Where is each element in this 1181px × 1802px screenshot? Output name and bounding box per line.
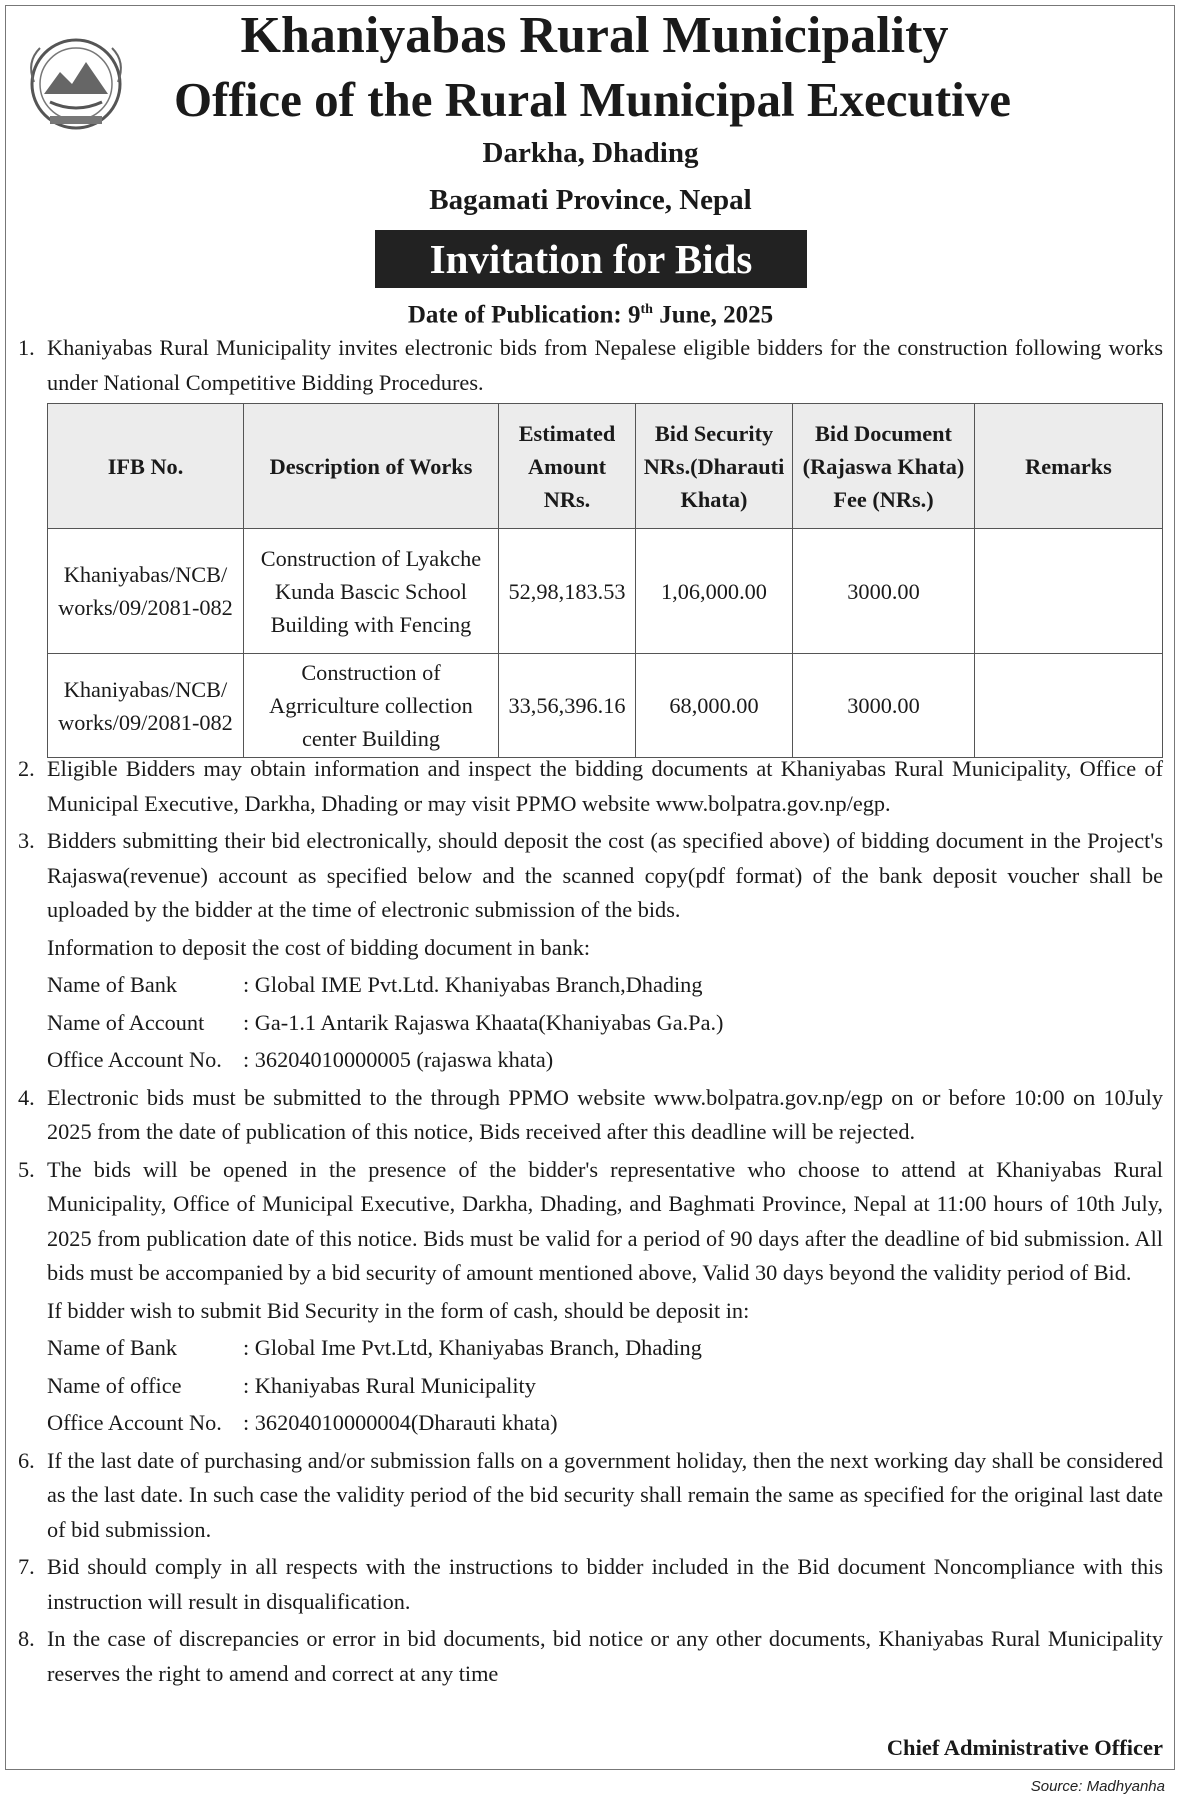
table-cell: 3000.00 — [793, 529, 975, 654]
table-cell — [975, 654, 1163, 758]
office-account-row: Office Account No. : 36204010000005 (rajaswa khata) — [47, 1047, 554, 1072]
deposit-info-heading: Information to deposit the cost of bidding document in bank: — [47, 934, 591, 960]
bank-row: Name of Bank : Global IME Pvt.Ltd. Khaniyabas Branch,Dhading — [47, 972, 703, 997]
account-row: Name of Account : Ga-1.1 Antarik Rajaswa Khaata(Khaniyabas Ga.Pa.) — [47, 1009, 724, 1035]
column-header: Remarks — [975, 404, 1163, 529]
table-cell: 33,56,396.16 — [499, 654, 636, 758]
table-row — [48, 529, 1163, 654]
table-cell: Khaniyabas/NCB/ works/09/2081-082 — [48, 529, 244, 654]
office-account-row: Office Account No. : 36204010000004(Dharauti khata) — [47, 1410, 558, 1435]
source-credit: Source: Madhyanha — [1030, 1778, 1165, 1795]
table-cell: 52,98,183.53 — [499, 529, 636, 654]
table-cell: 3000.00 — [793, 654, 975, 758]
column-header: Bid Security NRs.(Dharauti Khata) — [636, 404, 793, 529]
column-header: Bid Document (Rajaswa Khata) Fee (NRs.) — [793, 404, 975, 529]
table-cell: Khaniyabas/NCB/ works/09/2081-082 — [48, 654, 244, 758]
office-title: Office of the Rural Municipal Executive — [174, 72, 1011, 127]
clause-7: 7. Bid should comply in all respects with the instructions to bidder included in the Bid document Noncompliance with this instruction will result in disqualification. — [18, 1554, 1163, 1614]
column-header: Description of Works — [244, 404, 499, 529]
table-cell — [975, 529, 1163, 654]
works-table — [47, 403, 1163, 758]
table-header-row — [48, 404, 1163, 529]
column-header: IFB No. — [48, 404, 244, 529]
cash-deposit-heading: If bidder wish to submit Bid Security in the form of cash, should be deposit in: — [47, 1297, 750, 1323]
notice-banner: Invitation for Bids — [375, 230, 807, 288]
publication-date: Date of Publication: 9th June, 2025 — [407, 301, 774, 329]
column-header: Estimated Amount NRs. — [499, 404, 636, 529]
table-cell: 68,000.00 — [636, 654, 793, 758]
table-row — [48, 654, 1163, 758]
address-line-1: Darkha, Dhading — [482, 137, 699, 169]
clause-5: 5. The bids will be opened in the presence of the bidder's representative who choose to attend at Khaniyabas Rural Municipality, Office of Municipal Executive, Darkha, Dhading, and Baghmati Province, Nepal at 11:00 hours of 10th July, 2025 from publication date of this notice. Bids must be valid for a period of 90 days after the deadline of bid submission. All bids must be accompanied by a bid security of amount mentioned above, Valid 30 days beyond the validity period of Bid. — [18, 1156, 1163, 1285]
clause-1: 1. Khaniyabas Rural Municipality invites electronic bids from Nepalese eligible bidders for the construction following works under National Competitive Bidding Procedures. — [18, 335, 1163, 395]
address-line-2: Bagamati Province, Nepal — [429, 184, 752, 216]
clause-3: 3. Bidders submitting their bid electronically, should deposit the cost (as specified above) of bidding document in the Project's Rajaswa(revenue) account as specified below and the scanned copy(pdf format) of the bank deposit voucher shall be uploaded by the bidder at the time of electronic submission of the bids. — [18, 828, 1163, 922]
office-name-row: Name of office : Khaniyabas Rural Municipality — [47, 1372, 536, 1398]
clause-6: 6. If the last date of purchasing and/or submission falls on a government holiday, then the next working day shall be considered as the last date. In such case the validity period of the bid security shall remain the same as specified for the original last date of bid submission. — [18, 1447, 1163, 1542]
org-title: Khaniyabas Rural Municipality — [240, 7, 949, 64]
table-cell: Construction of Agrriculture collection center Building — [244, 654, 499, 758]
table-cell: Construction of Lyakche Kunda Bascic School Building with Fencing — [244, 529, 499, 654]
clause-2: 2. Eligible Bidders may obtain information and inspect the bidding documents at Khaniyabas Rural Municipality, Office of Municipal Executive, Darkha, Dhading or may visit PPMO website www.bolpatra.gov.np/egp. — [18, 756, 1163, 816]
clause-4: 4. Electronic bids must be submitted to the through PPMO website www.bolpatra.gov.np/egp on or before 10:00 on 10July 2025 from the date of publication of this notice, Bids received after this deadline will be rejected. — [18, 1084, 1163, 1144]
bank-row: Name of Bank : Global Ime Pvt.Ltd, Khaniyabas Branch, Dhading — [47, 1335, 702, 1360]
signatory-title: Chief Administrative Officer — [886, 1735, 1163, 1760]
clause-8: 8. In the case of discrepancies or error in bid documents, bid notice or any other documents, Khaniyabas Rural Municipality reserves the right to amend and correct at any time — [18, 1626, 1163, 1686]
table-cell: 1,06,000.00 — [636, 529, 793, 654]
